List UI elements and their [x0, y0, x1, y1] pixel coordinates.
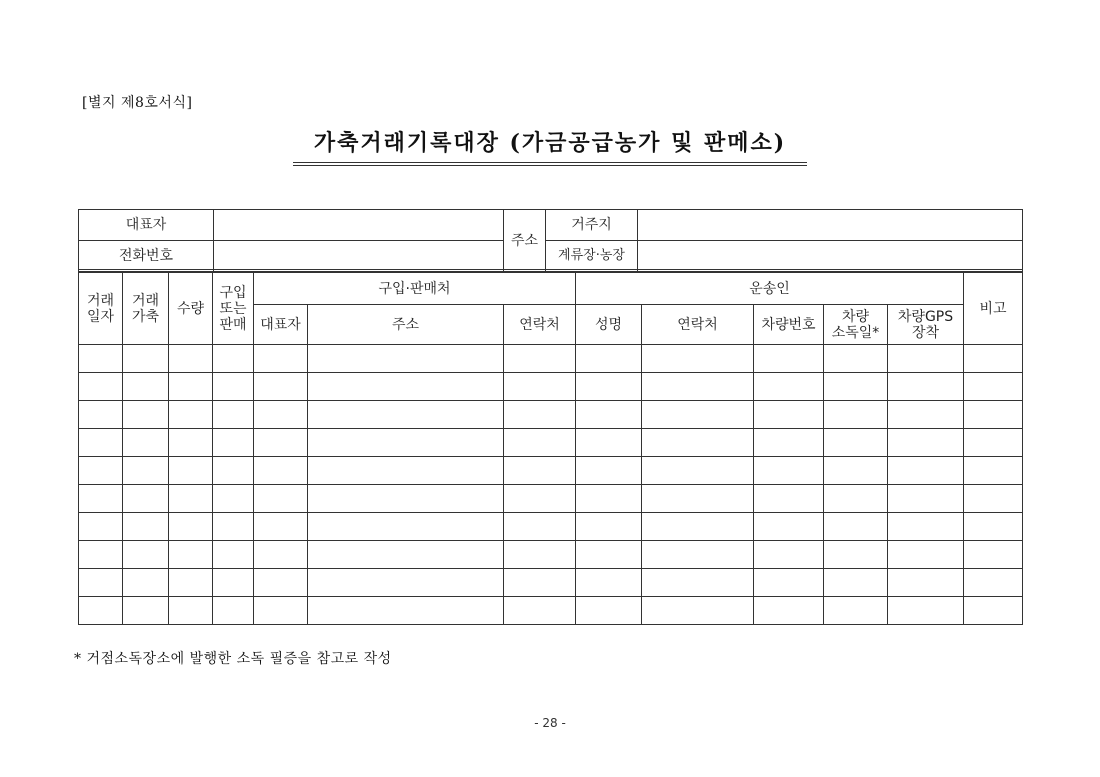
col-quantity: 수량: [169, 273, 213, 345]
table-row: [79, 457, 1023, 485]
table-cell[interactable]: [642, 457, 754, 485]
table-cell[interactable]: [213, 429, 254, 457]
table-row: [79, 541, 1023, 569]
table-cell[interactable]: [308, 569, 504, 597]
table-row: [79, 373, 1023, 401]
table-cell[interactable]: [123, 541, 169, 569]
table-cell[interactable]: [504, 457, 576, 485]
table-cell[interactable]: [824, 541, 888, 569]
table-cell[interactable]: [169, 569, 213, 597]
table-cell[interactable]: [576, 457, 642, 485]
table-cell[interactable]: [504, 541, 576, 569]
col-vehicle-gps: 차량GPS 장착: [888, 305, 964, 345]
table-cell[interactable]: [79, 373, 123, 401]
table-cell[interactable]: [824, 457, 888, 485]
table-cell[interactable]: [576, 541, 642, 569]
col-seller-address: 주소: [308, 305, 504, 345]
table-cell[interactable]: [123, 569, 169, 597]
table-cell[interactable]: [964, 569, 1023, 597]
representative-label: 대표자: [79, 210, 214, 241]
col-vehicle-disinfection: 차량 소독일*: [824, 305, 888, 345]
table-cell[interactable]: [123, 373, 169, 401]
table-cell[interactable]: [504, 485, 576, 513]
representative-value[interactable]: [214, 210, 504, 241]
table-cell[interactable]: [308, 373, 504, 401]
table-cell[interactable]: [642, 541, 754, 569]
table-cell[interactable]: [308, 597, 504, 625]
table-cell[interactable]: [213, 597, 254, 625]
table-cell[interactable]: [169, 597, 213, 625]
table-row: [79, 485, 1023, 513]
table-cell[interactable]: [213, 345, 254, 373]
table-cell[interactable]: [576, 345, 642, 373]
table-cell[interactable]: [754, 373, 824, 401]
col-trade-date: 거래 일자: [79, 273, 123, 345]
table-cell[interactable]: [576, 513, 642, 541]
table-cell[interactable]: [504, 345, 576, 373]
col-group-transporter: 운송인: [576, 273, 964, 305]
residence-value[interactable]: [638, 210, 1023, 241]
table-cell[interactable]: [169, 429, 213, 457]
table-separator: [78, 269, 1022, 270]
table-cell[interactable]: [964, 345, 1023, 373]
table-cell[interactable]: [824, 485, 888, 513]
table-cell[interactable]: [504, 401, 576, 429]
table-cell[interactable]: [79, 569, 123, 597]
table-cell[interactable]: [824, 373, 888, 401]
table-row: [79, 345, 1023, 373]
table-cell[interactable]: [504, 569, 576, 597]
table-cell[interactable]: [308, 513, 504, 541]
table-cell[interactable]: [754, 485, 824, 513]
col-vehicle-number: 차량번호: [754, 305, 824, 345]
table-cell[interactable]: [824, 597, 888, 625]
table-cell[interactable]: [254, 429, 308, 457]
table-cell[interactable]: [169, 401, 213, 429]
table-cell[interactable]: [964, 541, 1023, 569]
title-underline: [293, 165, 807, 166]
table-row: [79, 569, 1023, 597]
table-cell[interactable]: [79, 597, 123, 625]
col-seller-contact: 연락처: [504, 305, 576, 345]
table-cell[interactable]: [213, 485, 254, 513]
table-cell[interactable]: [576, 401, 642, 429]
table-cell[interactable]: [642, 373, 754, 401]
table-cell[interactable]: [79, 541, 123, 569]
col-transporter-name: 성명: [576, 305, 642, 345]
table-cell[interactable]: [888, 429, 964, 457]
table-cell[interactable]: [213, 373, 254, 401]
trade-record-table: [78, 272, 1023, 625]
table-cell[interactable]: [754, 541, 824, 569]
table-cell[interactable]: [888, 345, 964, 373]
table-cell[interactable]: [642, 569, 754, 597]
header-info-table: [78, 209, 1023, 272]
table-row: [79, 597, 1023, 625]
table-cell[interactable]: [308, 457, 504, 485]
table-cell[interactable]: [888, 401, 964, 429]
table-cell[interactable]: [254, 345, 308, 373]
table-cell[interactable]: [254, 457, 308, 485]
table-cell[interactable]: [254, 485, 308, 513]
table-cell[interactable]: [576, 429, 642, 457]
table-cell[interactable]: [254, 597, 308, 625]
table-cell[interactable]: [123, 513, 169, 541]
table-cell[interactable]: [213, 457, 254, 485]
table-cell[interactable]: [576, 597, 642, 625]
table-cell[interactable]: [504, 597, 576, 625]
table-cell[interactable]: [964, 457, 1023, 485]
table-cell[interactable]: [888, 485, 964, 513]
table-cell[interactable]: [824, 513, 888, 541]
table-cell[interactable]: [213, 541, 254, 569]
table-cell[interactable]: [754, 569, 824, 597]
table-cell[interactable]: [123, 597, 169, 625]
table-cell[interactable]: [754, 597, 824, 625]
table-cell[interactable]: [824, 569, 888, 597]
table-cell[interactable]: [169, 457, 213, 485]
table-cell[interactable]: [754, 345, 824, 373]
table-cell[interactable]: [504, 429, 576, 457]
table-cell[interactable]: [504, 513, 576, 541]
title-underline: [293, 162, 807, 163]
footnote: * 거점소독장소에 발행한 소독 필증을 참고로 작성: [74, 651, 392, 667]
table-cell[interactable]: [79, 345, 123, 373]
table-cell[interactable]: [964, 401, 1023, 429]
table-cell[interactable]: [79, 513, 123, 541]
table-cell[interactable]: [308, 429, 504, 457]
table-cell[interactable]: [213, 569, 254, 597]
table-cell[interactable]: [888, 513, 964, 541]
table-cell[interactable]: [824, 345, 888, 373]
table-cell[interactable]: [254, 541, 308, 569]
table-cell[interactable]: [169, 485, 213, 513]
table-cell[interactable]: [308, 485, 504, 513]
table-row: [79, 401, 1023, 429]
table-cell[interactable]: [308, 401, 504, 429]
table-cell[interactable]: [964, 597, 1023, 625]
table-cell[interactable]: [888, 457, 964, 485]
table-cell[interactable]: [123, 485, 169, 513]
table-cell[interactable]: [79, 429, 123, 457]
table-cell[interactable]: [754, 457, 824, 485]
table-cell[interactable]: [254, 513, 308, 541]
table-cell[interactable]: [754, 429, 824, 457]
col-group-seller: 구입·판매처: [254, 273, 576, 305]
page-number: - 28 -: [534, 716, 566, 730]
table-cell[interactable]: [576, 569, 642, 597]
table-cell[interactable]: [642, 485, 754, 513]
table-cell[interactable]: [169, 373, 213, 401]
table-cell[interactable]: [169, 513, 213, 541]
phone-value[interactable]: [214, 241, 504, 272]
address-label: 주소: [504, 210, 546, 272]
col-remarks: 비고: [964, 273, 1023, 345]
table-cell[interactable]: [123, 429, 169, 457]
table-cell[interactable]: [123, 401, 169, 429]
table-cell[interactable]: [642, 513, 754, 541]
table-cell[interactable]: [576, 373, 642, 401]
table-cell[interactable]: [169, 345, 213, 373]
table-cell[interactable]: [888, 373, 964, 401]
hatchery-farm-value[interactable]: [638, 241, 1023, 272]
table-cell[interactable]: [254, 401, 308, 429]
table-cell[interactable]: [642, 401, 754, 429]
table-cell[interactable]: [79, 485, 123, 513]
table-cell[interactable]: [754, 401, 824, 429]
table-cell[interactable]: [213, 513, 254, 541]
form-label: [별지 제8호서식]: [82, 95, 193, 111]
table-cell[interactable]: [79, 457, 123, 485]
table-cell[interactable]: [888, 569, 964, 597]
table-cell[interactable]: [964, 429, 1023, 457]
table-cell[interactable]: [754, 513, 824, 541]
table-cell[interactable]: [888, 541, 964, 569]
residence-label: 거주지: [546, 210, 638, 241]
table-cell[interactable]: [308, 345, 504, 373]
col-purchase-or-sale: 구입 또는 판매: [213, 273, 254, 345]
col-transporter-contact: 연락처: [642, 305, 754, 345]
table-cell[interactable]: [642, 345, 754, 373]
col-trade-livestock: 거래 가축: [123, 273, 169, 345]
table-row: [79, 429, 1023, 457]
table-cell[interactable]: [254, 569, 308, 597]
phone-label: 전화번호: [79, 241, 214, 272]
table-cell[interactable]: [824, 401, 888, 429]
table-cell[interactable]: [964, 373, 1023, 401]
table-cell[interactable]: [964, 513, 1023, 541]
table-cell[interactable]: [824, 429, 888, 457]
hatchery-farm-label: 계류장·농장: [546, 241, 638, 272]
table-cell[interactable]: [213, 401, 254, 429]
table-cell[interactable]: [576, 485, 642, 513]
table-cell[interactable]: [123, 457, 169, 485]
table-row: [79, 513, 1023, 541]
table-cell[interactable]: [79, 401, 123, 429]
col-seller-rep: 대표자: [254, 305, 308, 345]
table-cell[interactable]: [888, 597, 964, 625]
table-cell[interactable]: [308, 541, 504, 569]
table-cell[interactable]: [254, 373, 308, 401]
document-title: 가축거래기록대장 (가금공급농가 및 판메소): [313, 130, 787, 156]
table-cell[interactable]: [123, 345, 169, 373]
table-cell[interactable]: [964, 485, 1023, 513]
table-cell[interactable]: [504, 373, 576, 401]
table-cell[interactable]: [642, 597, 754, 625]
table-cell[interactable]: [169, 541, 213, 569]
table-cell[interactable]: [642, 429, 754, 457]
